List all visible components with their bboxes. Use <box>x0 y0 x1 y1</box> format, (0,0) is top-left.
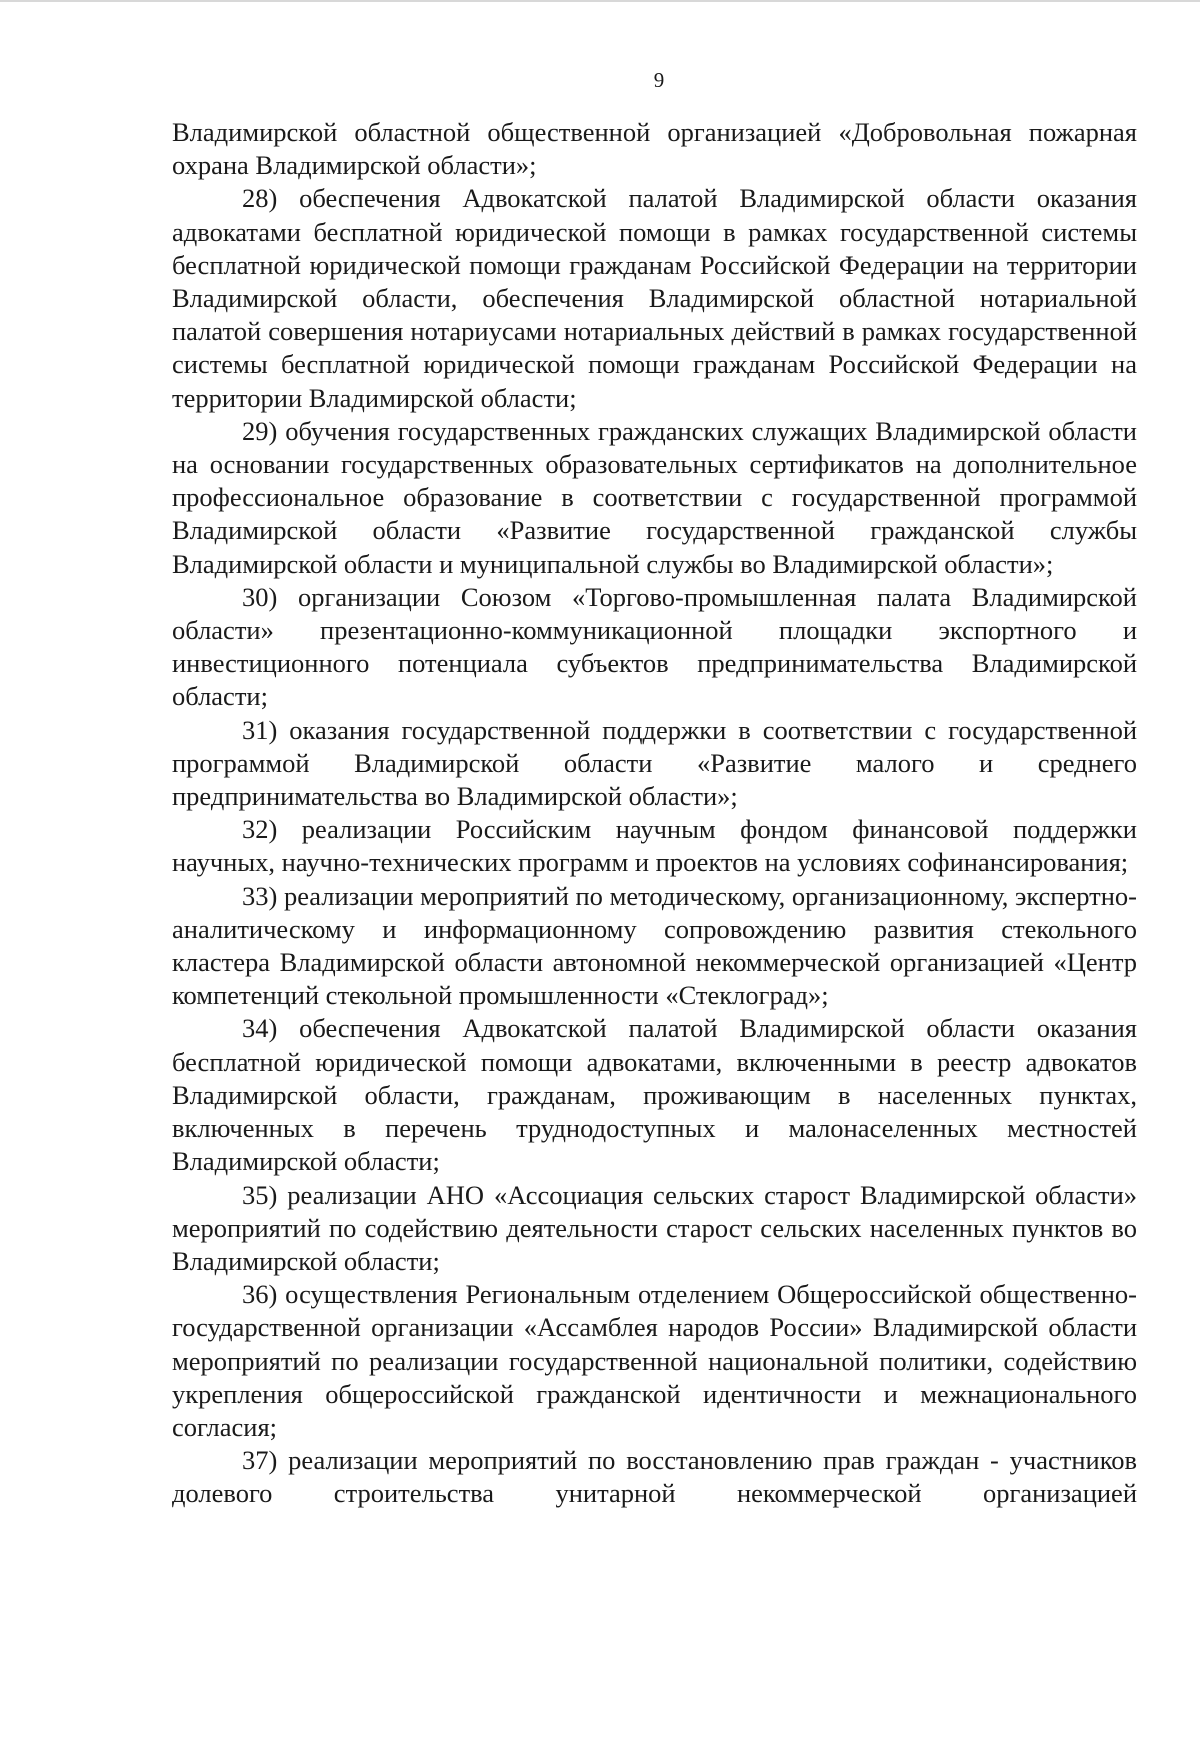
paragraph-item-28: 28) обеспечения Адвокатской палатой Владимирской области оказания адвокатами бесплатной юридической помощи в рамках государственной системы бесплатной юридической помощи гражданам Российской Федерации на территории Владимирской области, обеспечения Владимирской областной нотариальной палатой совершения нотариусами нотариальных действий в рамках государственной системы бесплатной юридической помощи гражданам Российской Федерации на территории Владимирской области; <box>172 183 1137 413</box>
paragraph-continuation: Владимирской областной общественной организацией «Добровольная пожарная охрана Владимирской области»; <box>172 117 1137 181</box>
paragraph-item-31: 31) оказания государственной поддержки в соответствии с государственной программой Владимирской области «Развитие малого и среднего предпринимательства во Владимирской области»; <box>172 714 1137 812</box>
paragraph-item-35: 35) реализации АНО «Ассоциация сельских старост Владимирской области» мероприятий по содействию деятельности старост сельских населенных пунктов во Владимирской области; <box>172 1179 1137 1276</box>
paragraph-item-33: 33) реализации мероприятий по методическому, организационному, экспертно-аналитическому и информационному сопровождению развития стекольного кластера Владимирской области автономной некоммерческой организацией «Центр компетенций стекольной промышленности «Стеклоград»; <box>172 880 1137 1011</box>
paragraph-item-30: 30) организации Союзом «Торгово-промышленная палата Владимирской области» презентационно-коммуникационной площадки экспортного и инвестиционного потенциала субъектов предпринимательства Владимирской области; <box>172 581 1137 712</box>
paragraph-item-37: 37) реализации мероприятий по восстановлению прав граждан - участников долевого строительства унитарной некоммерческой организацией <box>172 1445 1137 1509</box>
paragraph-item-36: 36) осуществления Региональным отделением Общероссийской общественно-государственной организации «Ассамблея народов России» Владимирской области мероприятий по реализации государственной национальной политики, содействию укрепления общероссийской гражданской идентичности и межнационального согласия; <box>172 1279 1137 1442</box>
page-number: 9 <box>653 68 665 92</box>
document-body <box>172 116 1137 1511</box>
paragraph-item-29: 29) обучения государственных гражданских служащих Владимирской области на основании государственных образовательных сертификатов на дополнительное профессиональное образование в соответствии с государственной программой Владимирской области «Развитие государственной гражданской службы Владимирской области и муниципальной службы во Владимирской области»; <box>172 415 1137 579</box>
paragraph-item-34: 34) обеспечения Адвокатской палатой Владимирской области оказания бесплатной юридической помощи адвокатами, включенными в реестр адвокатов Владимирской области, гражданам, проживающим в населенных пунктах, включенных в перечень труднодоступных и малонаселенных местностей Владимирской области; <box>172 1013 1137 1177</box>
page-top-edge <box>0 0 1200 2</box>
paragraph-item-32: 32) реализации Российским научным фондом финансовой поддержки научных, научно-технических программ и проектов на условиях софинансирования; <box>172 814 1137 878</box>
